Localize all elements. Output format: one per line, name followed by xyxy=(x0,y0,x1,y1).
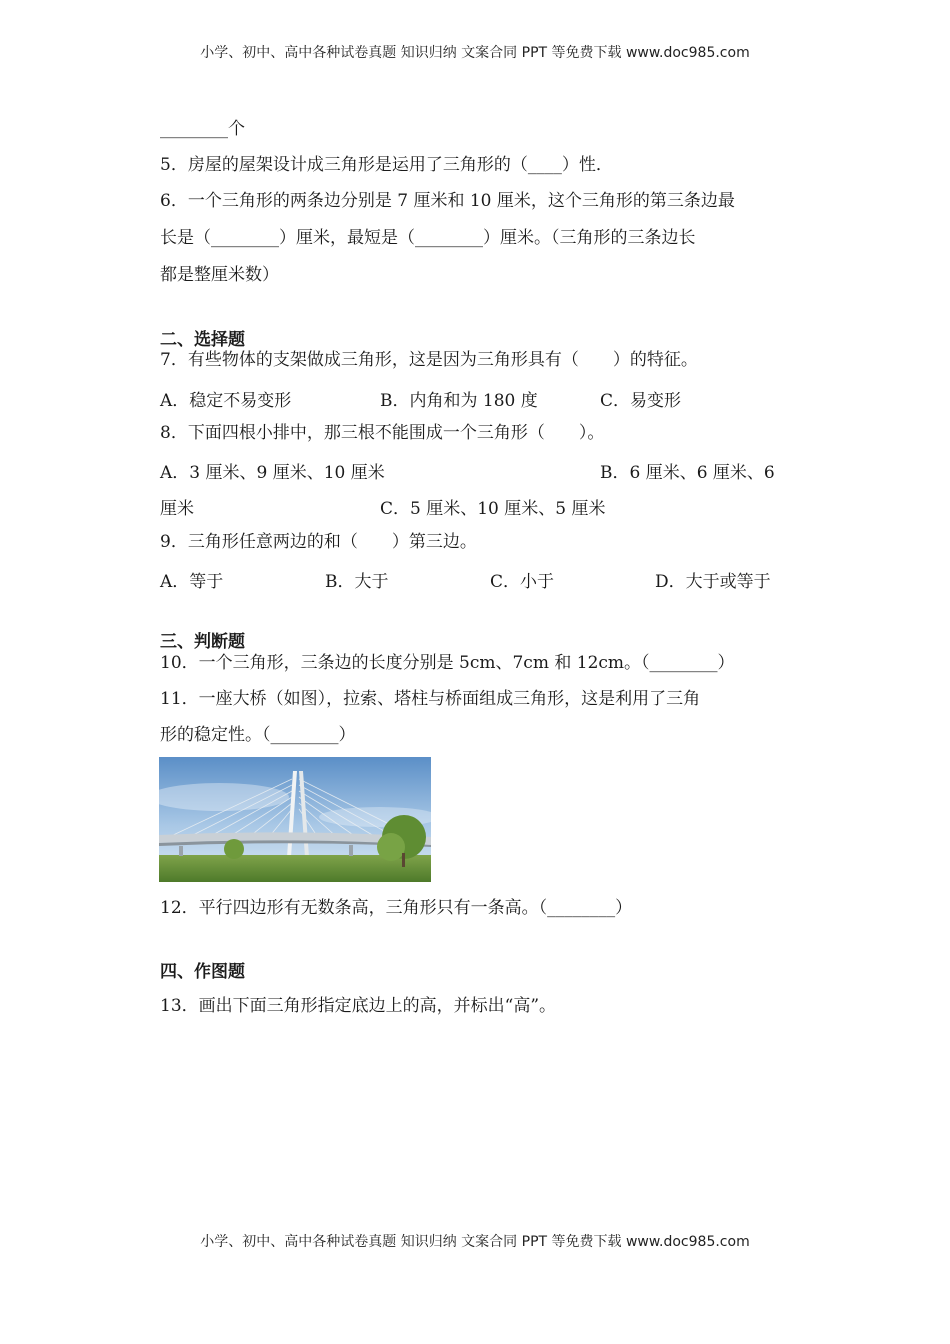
q8-option-b: B．6 厘米、6 厘米、6 xyxy=(600,463,775,483)
q8-option-a: A．3 厘米、9 厘米、10 厘米 xyxy=(160,463,385,483)
q8-option-c: C．5 厘米、10 厘米、5 厘米 xyxy=(380,499,606,519)
q7-option-c: C．易变形 xyxy=(600,391,682,411)
question-12: 12．平行四边形有无数条高，三角形只有一条高。（________） xyxy=(160,898,633,918)
q9-option-d: D．大于或等于 xyxy=(655,572,771,592)
section-choice-title: 二、选择题 xyxy=(160,330,245,350)
question-6-line-3: 都是整厘米数） xyxy=(160,265,279,285)
answer-blank-line: ________个 xyxy=(160,119,245,139)
page-header: 小学、初中、高中各种试卷真题 知识归纳 文案合同 PPT 等免费下载 www.doc985.com xyxy=(200,45,750,61)
section-judge-title: 三、判断题 xyxy=(160,632,245,652)
question-5: 5．房屋的屋架设计成三角形是运用了三角形的（____）性． xyxy=(160,155,613,175)
bridge-photo xyxy=(159,757,431,882)
question-11-line-2: 形的稳定性。（________） xyxy=(160,725,356,745)
q8-option-b-cont: 厘米 xyxy=(160,499,194,519)
question-8: 8．下面四根小排中，那三根不能围成一个三角形（ ）。 xyxy=(160,423,605,443)
question-13: 13．画出下面三角形指定底边上的高，并标出“高”。 xyxy=(160,996,557,1016)
q9-option-c: C．小于 xyxy=(490,572,555,592)
question-6-line-2: 长是（________）厘米，最短是（________）厘米。（三角形的三条边长 xyxy=(160,228,696,248)
q7-option-b: B．内角和为 180 度 xyxy=(380,391,538,411)
question-11-line-1: 11．一座大桥（如图），拉索、塔柱与桥面组成三角形，这是利用了三角 xyxy=(160,689,701,709)
question-6-line-1: 6．一个三角形的两条边分别是 7 厘米和 10 厘米，这个三角形的第三条边最 xyxy=(160,191,735,211)
question-7: 7．有些物体的支架做成三角形，这是因为三角形具有（ ）的特征。 xyxy=(160,350,698,370)
section-drawing-title: 四、作图题 xyxy=(160,962,245,982)
q7-option-a: A．稳定不易变形 xyxy=(160,391,292,411)
q9-option-b: B．大于 xyxy=(325,572,389,592)
page-footer: 小学、初中、高中各种试卷真题 知识归纳 文案合同 PPT 等免费下载 www.doc985.com xyxy=(200,1234,750,1250)
question-10: 10．一个三角形，三条边的长度分别是 5cm、7cm 和 12cm。（________） xyxy=(160,653,735,673)
q9-option-a: A．等于 xyxy=(160,572,224,592)
question-9: 9．三角形任意两边的和（ ）第三边。 xyxy=(160,532,477,552)
